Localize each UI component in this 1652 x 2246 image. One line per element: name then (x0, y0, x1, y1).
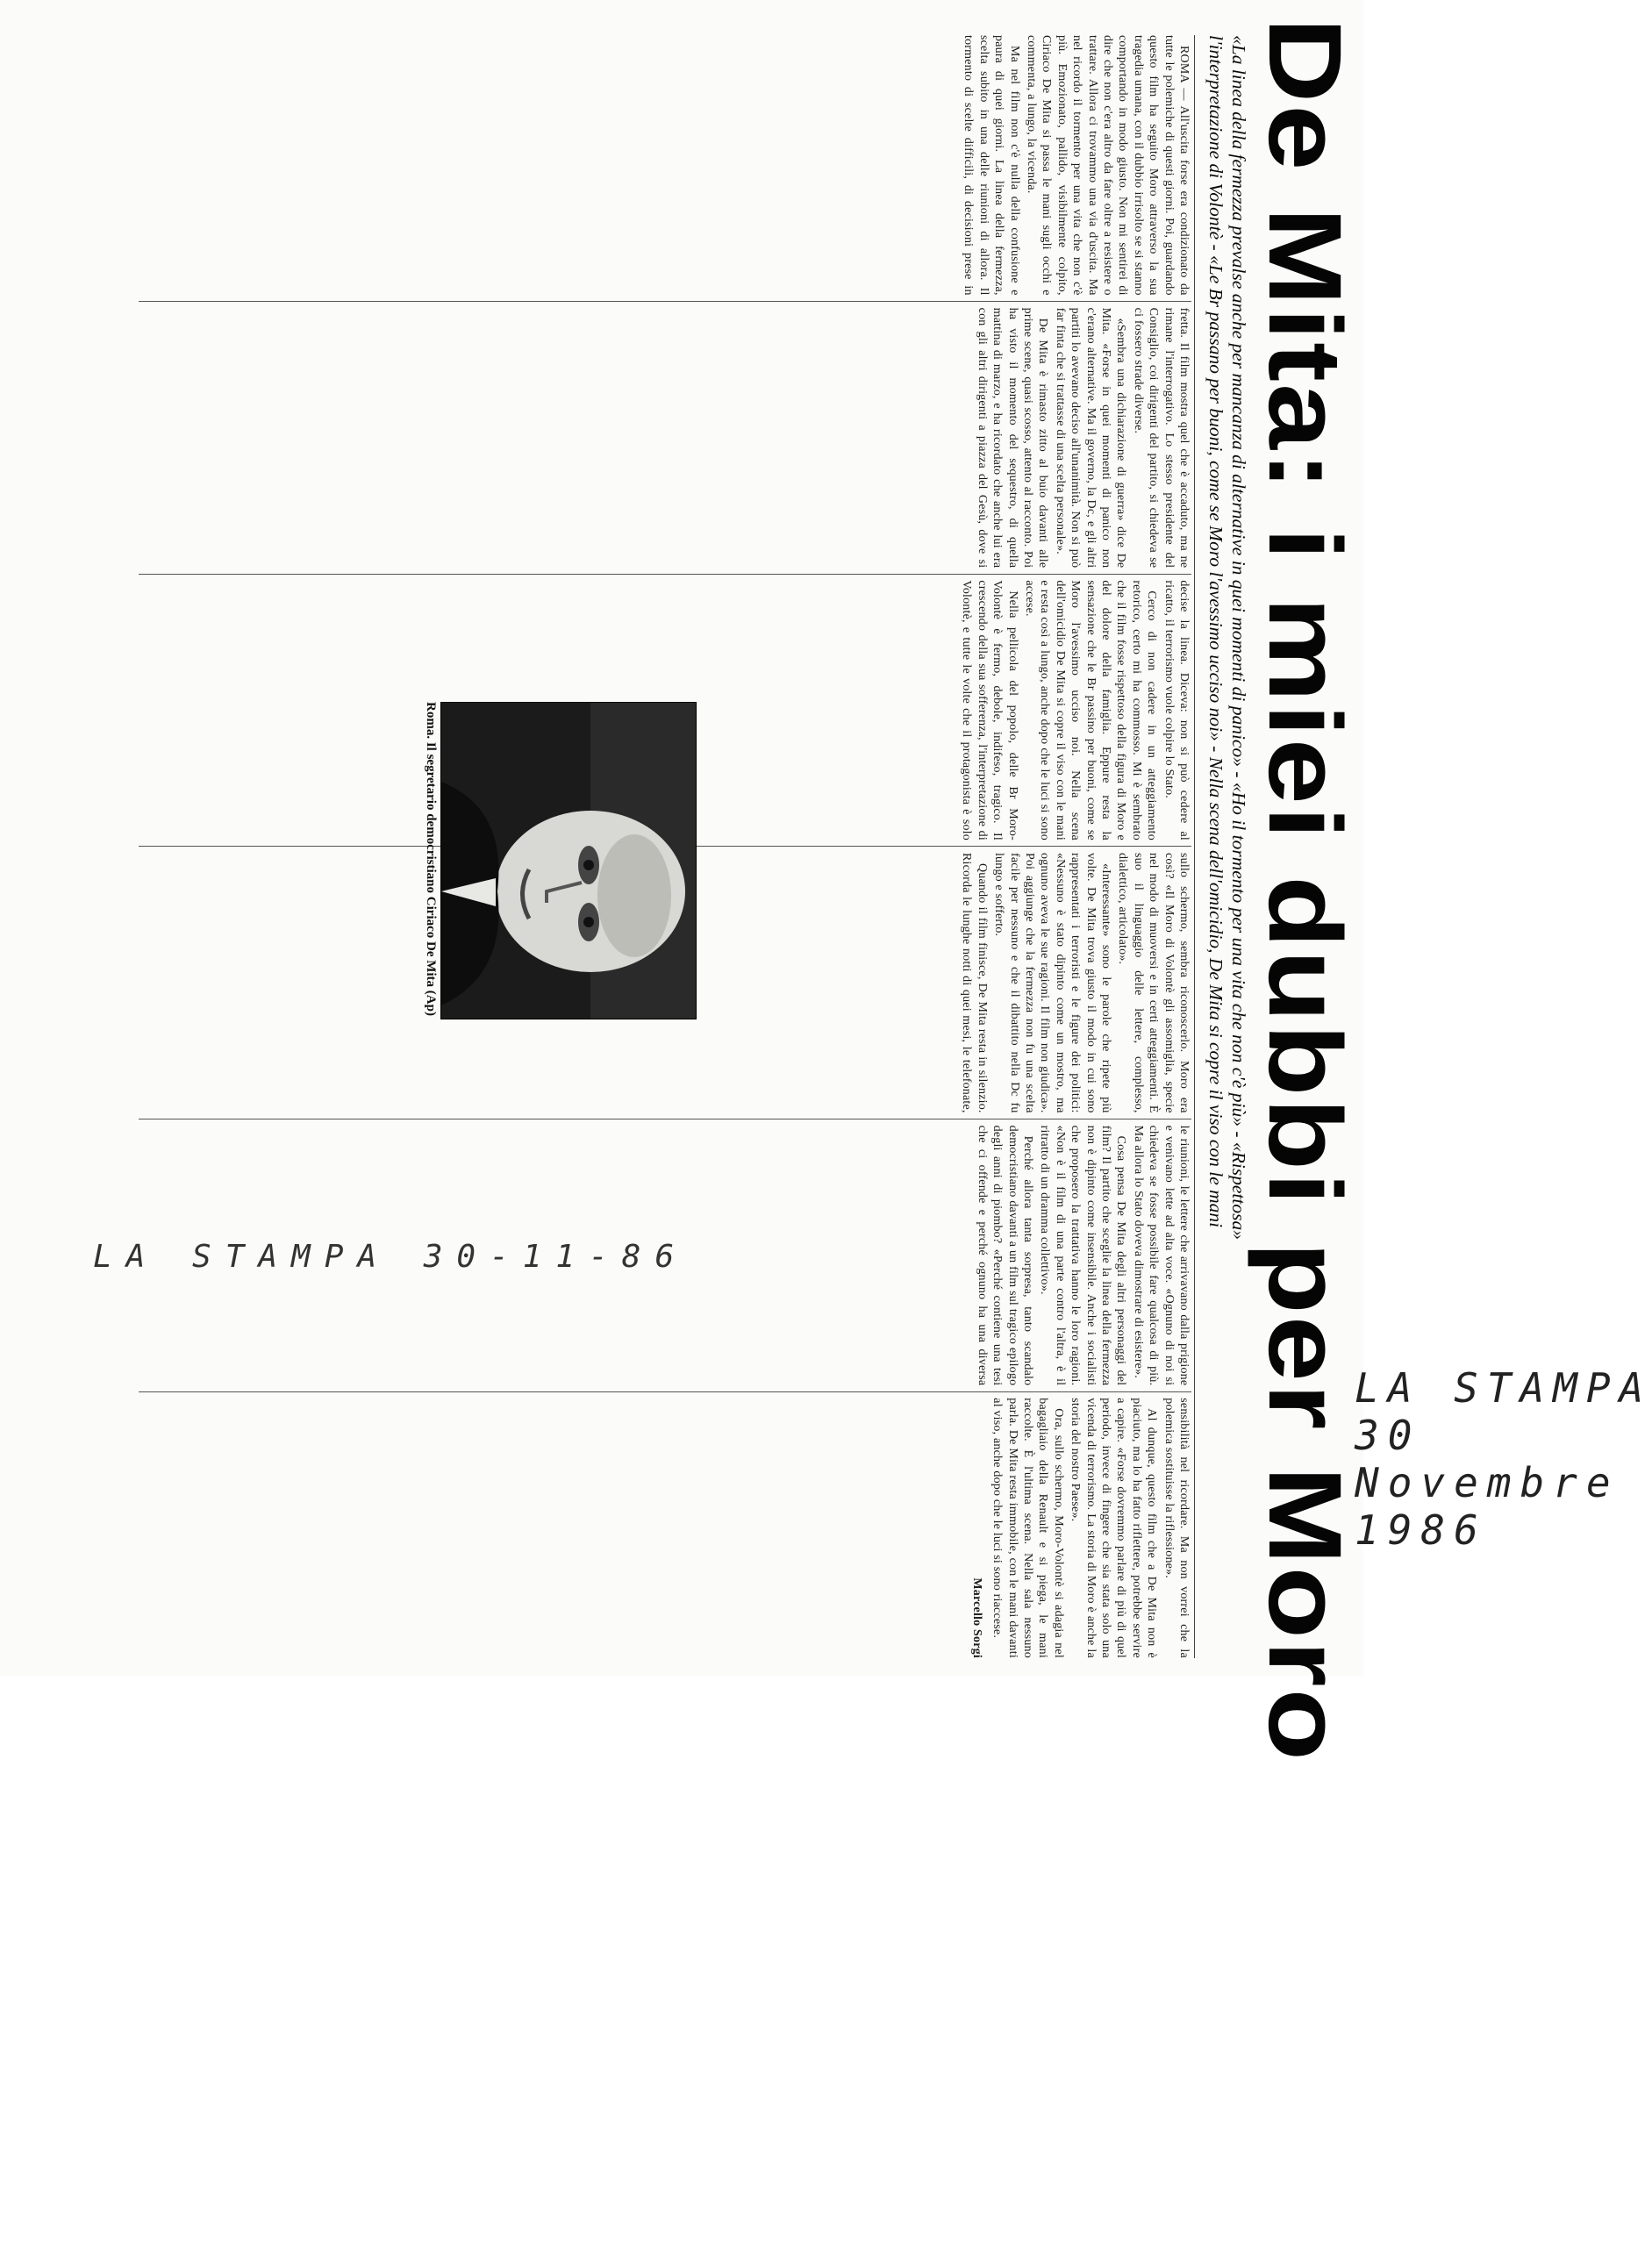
article-paragraph: Ora, sullo schermo, Moro-Volontè si adagia nel bagagliaio della Renault e si piega, le mani raccolte. È l'ultima scena. Nella sala nessuno parla. De Mita resta immobile, con le mani davanti al viso, anche dopo che le luci si sono riaccese. (990, 1398, 1065, 1658)
article-paragraph: Al dunque, questo film che a De Mita non è piaciuto, ma lo ha fatto riflettere, potrebbe servire a capire. «Forse dovremmo parlare di più di quel periodo, invece di fingere che sia stata solo una vicenda di terrorismo. La storia di Moro è anche la storia del nostro Paese». (1069, 1398, 1159, 1658)
portrait-photo-image (441, 703, 696, 1019)
handwritten-line: Novembre (1355, 1459, 1620, 1506)
article-paragraph: De Mita è rimasto zitto al buio davanti alle prime scene, quasi scosso, attento al racconto. Poi ha visto il momento del sequestro, di quella mattina di marzo, e ha ricordato che anche lui era con gli altri dirigenti a piazza del Gesù, dove si decise la linea. Diceva: non si può cedere al ricatto, il terrorismo vuole colpire lo Stato. (975, 307, 1191, 840)
subtitle-line-1: «La linea della fermezza prevalse anche per mancanza di alternative in quei momenti di panico» - «Ho il tormento per una vita che non c'è più» - «Rispettosa» (1228, 35, 1249, 1240)
article-paragraph: Cosa pensa De Mita degli altri personaggi del film? Il partito che sceglie la linea della fermezza non è dipinto come insensibile. Anche i socialisti che proposero la trattativa hanno le loro ragioni. «Non è il film di una parte contro l'altra, è il ritratto di un dramma collettivo». (1038, 1125, 1128, 1386)
handwritten-line: LA STAMPA (1355, 1364, 1652, 1412)
author-signature: Marcello Sorgi (969, 1577, 983, 1658)
article-paragraph: Cerco di non cadere in un atteggiamento retorico, certo mi ha commosso. Mi è sembrato che il film fosse rispettoso della figura di Moro e del dolore della famiglia. Eppure resta la sensazione che le Br passino per buoni, come se Moro l'avessimo ucciso noi. Nella scena dell'omicidio De Mita si copre il viso con le mani e resta così a lungo, anche dopo che le luci si sono accese. (1022, 580, 1159, 840)
article-paragraph: Perché allora tanta sorpresa, tanto scandalo democristiano davanti a un film sul tragico epilogo degli anni di piombo? «Perché contiene una tesi che ci offende e perché ognuno ha una diversa sensibilità nel ricordare. Ma non vorrei che la polemica sostituisse la riflessione». (975, 1125, 1191, 1658)
article-paragraph: ROMA — All'uscita forse era condizionato da tutte le polemiche di questi giorni. Poi, guardando questo film ha seguito Moro attraverso la sua tragedia umana, con il dubbio irrisolto se si stanno comportando in modo giusto. Non mi sentirei di dire che non c'era altro da fare oltre a resistere o trattare. Allora ci trovammo una via d'uscita. Ma nel ricordo il tormento per una vita che non c'è più. Emozionato, pallido, visibilmente colpito, Ciriaco De Mita si passa le mani sugli occhi e commenta, a lungo, la vicenda. (1024, 35, 1191, 296)
article-paragraph: Ma nel film non c'è nulla della confusione e paura di quei giorni. La linea della fermezza, scelta subito in una delle riunioni di allora. Il tormento di scelte difficili, di decisioni prese in fretta. Il film mostra quel che è accaduto, ma ne rimane l'interrogativo. Lo stesso presidente del Consiglio, coi dirigenti del partito, si chiedeva se ci fossero strade diverse. (962, 35, 1191, 569)
handwritten-note (1355, 1364, 1652, 1554)
handwritten-line: 1986 (1355, 1506, 1487, 1554)
subtitle-line-2: l'interpretazione di Volontè - «Le Br passano per buoni, come se Moro l'avessimo ucciso noi» - Nella scena dell'omicidio, De Mita si copre il viso con le mani (1205, 35, 1226, 1228)
handwritten-bottom-note: LA STAMPA 30-11-86 (93, 1239, 689, 1275)
article-paragraph: «Interessante» sono le parole che ripete più volte. De Mita trova giusto il modo in cui sono rappresentati i terroristi e le figure dei politici: «Nessuno è stato dipinto come un mostro, ma ognuno aveva le sue ragioni. Il film non giudica». Poi aggiunge che la fermezza non fu una scelta facile per nessuno e che il dibattito nella Dc fu lungo e sofferto. (992, 852, 1112, 1113)
article-paragraph: «Sembra una dichiarazione di guerra» dice De Mita. «Forse in quei momenti di panico non c'erano alternative. Ma il governo, la Dc, e gli altri partiti lo avevano deciso all'unanimità. Non si può far finta che si trattasse di una scelta personale». (1053, 307, 1128, 569)
photo-caption: Roma. Il segretario democristiano Ciriaco De Mita (Ap) (424, 702, 438, 1016)
rule-divider (1194, 35, 1195, 1658)
article-paragraph: Nella pellicola del popolo, delle Br Moro-Volontè è fermo, debole, indifeso, tragico. Il crescendo della sua sofferenza, l'interpretazione di Volontè, e tutte le volte che il protagonista è solo sullo schermo, sembra riconoscerlo. Moro era così? «Il Moro di Volontè gli assomiglia, specie nel modo di muoversi e in certi atteggiamenti. È suo il linguaggio delle lettere, complesso, dialettico, articolato». (960, 580, 1191, 1113)
handwritten-line: 30 (1355, 1412, 1421, 1459)
article-paragraph: Quando il film finisce, De Mita resta in silenzio. Ricorda le lunghe notti di quei mesi, le telefonate, le riunioni, le lettere che arrivavano dalla prigione e venivano lette ad alta voce. «Ognuno di noi si chiedeva se fosse possibile fare qualcosa di più. Ma allora lo Stato doveva dimostrare di esistere». (960, 852, 1191, 1386)
headline: De Mita: i miei dubbi per Moro (1247, 18, 1362, 1763)
portrait-photo (440, 702, 697, 1019)
